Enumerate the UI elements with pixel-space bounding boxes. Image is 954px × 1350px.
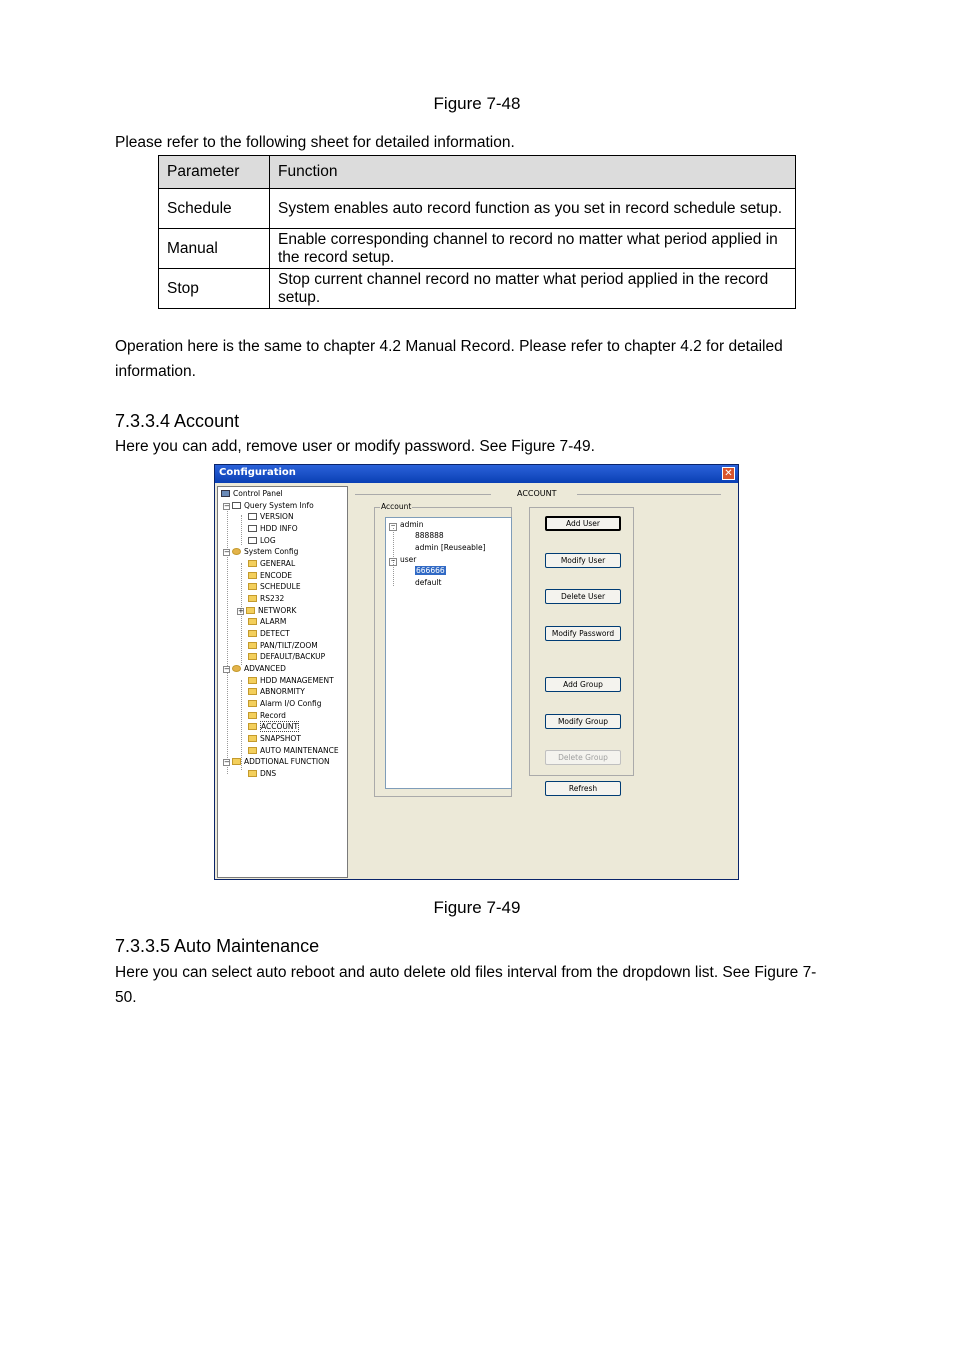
table-row: [159, 269, 796, 309]
table-row: [159, 229, 796, 269]
section-heading-account: 7.3.3.4 Account: [115, 411, 240, 431]
tree-item-account[interactable]: ACCOUNT: [248, 721, 299, 732]
folder-icon: [248, 747, 257, 754]
folder-icon: [248, 642, 257, 649]
tree-item-encode[interactable]: ENCODE: [248, 570, 292, 581]
tree-item-query-system-info[interactable]: − Query System Info: [224, 501, 314, 510]
folder-icon: [248, 735, 257, 742]
table-header-row: [159, 156, 796, 189]
modify-password-button[interactable]: Modify Password: [545, 626, 621, 641]
account-panel: [349, 486, 737, 878]
header-function: Function: [270, 156, 796, 189]
folder-icon: [248, 653, 257, 660]
tree-item-schedule[interactable]: SCHEDULE: [248, 581, 301, 592]
document-icon: [248, 537, 257, 544]
function-cell: Enable corresponding channel to record no matter what period applied in the record setup.: [270, 229, 796, 269]
folder-icon: [248, 688, 257, 695]
account-user[interactable]: admin [Reuseable]: [415, 543, 486, 552]
folder-icon: [248, 677, 257, 684]
panel-title: ACCOUNT: [513, 489, 561, 498]
folder-icon: [246, 607, 255, 614]
figure-caption-7-49: Figure 7-49: [433, 898, 521, 917]
tree-item-default-backup[interactable]: DEFAULT/BACKUP: [248, 651, 325, 662]
modify-group-button[interactable]: Modify Group: [545, 714, 621, 729]
account-group-admin[interactable]: − admin: [390, 520, 424, 529]
header-parameter: Parameter: [159, 156, 270, 189]
document-icon: [248, 525, 257, 532]
tree-item-general[interactable]: GENERAL: [248, 558, 295, 569]
tree-item-snapshot[interactable]: SNAPSHOT: [248, 733, 301, 744]
computer-icon: [221, 490, 230, 497]
tree-item-rs232[interactable]: RS232: [248, 593, 284, 604]
auto-maintenance-description: Here you can select auto reboot and auto delete old files interval from the dropdown list. See Figure 7-50.: [115, 964, 817, 1006]
section-heading-auto-maintenance: 7.3.3.5 Auto Maintenance: [115, 936, 320, 956]
delete-user-button[interactable]: Delete User: [545, 589, 621, 604]
folder-icon: [248, 712, 257, 719]
tree-item-record[interactable]: Record: [248, 710, 286, 721]
tree-item-network[interactable]: + NETWORK: [238, 606, 297, 615]
tree-item-alarm-io-config[interactable]: Alarm I/O Config: [248, 698, 322, 709]
folder-icon: [248, 572, 257, 579]
account-user[interactable]: default: [415, 578, 442, 587]
configuration-window: [214, 464, 739, 880]
window-titlebar: [215, 465, 738, 483]
add-user-button[interactable]: Add User: [545, 516, 621, 531]
parameter-table: [158, 155, 796, 309]
folder-icon: [248, 700, 257, 707]
account-groupbox: [374, 502, 512, 797]
document-icon: [232, 502, 241, 509]
account-tree[interactable]: [385, 517, 512, 789]
folder-icon: [248, 770, 257, 777]
folder-icon: [248, 595, 257, 602]
tree-item-auto-maintenance[interactable]: AUTO MAINTENANCE: [248, 745, 339, 756]
close-icon[interactable]: ✕: [722, 467, 735, 480]
tree-item-system-config[interactable]: − System Config: [224, 547, 299, 556]
tree-item-version[interactable]: VERSION: [248, 511, 294, 522]
collapse-icon[interactable]: −: [224, 665, 230, 673]
window-title: Configuration: [219, 467, 296, 478]
figure-caption-7-48: Figure 7-48: [433, 94, 521, 113]
button-groupbox: [529, 507, 634, 776]
tree-item-advanced[interactable]: − ADVANCED: [224, 664, 286, 673]
folder-icon: [248, 560, 257, 567]
folder-open-icon: [248, 723, 257, 730]
config-icon: [232, 548, 241, 555]
expand-icon[interactable]: +: [238, 607, 244, 615]
delete-group-button: Delete Group: [545, 750, 621, 765]
tree-item-dns[interactable]: DNS: [248, 768, 276, 779]
collapse-icon[interactable]: −: [224, 758, 230, 766]
tree-item-additional-function[interactable]: − ADDTIONAL FUNCTION: [224, 757, 330, 766]
folder-icon: [248, 630, 257, 637]
tree-item-log[interactable]: LOG: [248, 535, 276, 546]
table-row: [159, 189, 796, 229]
tree-item-alarm[interactable]: ALARM: [248, 616, 286, 627]
collapse-icon[interactable]: −: [224, 548, 230, 556]
collapse-icon[interactable]: −: [390, 522, 396, 529]
account-user[interactable]: 888888: [415, 531, 444, 540]
folder-icon: [248, 618, 257, 625]
param-cell: Schedule: [159, 189, 270, 229]
function-cell: System enables auto record function as you set in record schedule setup.: [270, 189, 796, 229]
param-cell: Stop: [159, 269, 270, 309]
folder-icon: [248, 583, 257, 590]
account-user-selected[interactable]: 666666: [416, 566, 445, 575]
document-icon: [248, 513, 257, 520]
tree-item-hdd-management[interactable]: HDD MANAGEMENT: [248, 675, 334, 686]
account-description: Here you can add, remove user or modify password. See Figure 7-49.: [115, 438, 595, 455]
folder-icon: [232, 758, 241, 765]
collapse-icon[interactable]: −: [390, 557, 396, 564]
tree-item-detect[interactable]: DETECT: [248, 628, 290, 639]
function-cell: Stop current channel record no matter what period applied in the record setup.: [270, 269, 796, 309]
collapse-icon[interactable]: −: [224, 502, 230, 510]
refresh-button[interactable]: Refresh: [545, 781, 621, 796]
param-cell: Manual: [159, 229, 270, 269]
account-group-label: Account: [381, 502, 412, 511]
navigation-tree: [217, 486, 348, 878]
tree-item-abnormity[interactable]: ABNORMITY: [248, 686, 305, 697]
tree-item-pan-tilt-zoom[interactable]: PAN/TILT/ZOOM: [248, 640, 318, 651]
modify-user-button[interactable]: Modify User: [545, 553, 621, 568]
intro-text: Please refer to the following sheet for detailed information.: [115, 134, 515, 151]
tree-item-hdd-info[interactable]: HDD INFO: [248, 523, 298, 534]
operation-text: Operation here is the same to chapter 4.2 Manual Record. Please refer to chapter 4.2 for detailed information.: [115, 338, 783, 380]
tree-item-control-panel[interactable]: Control Panel: [221, 488, 283, 499]
account-group-user[interactable]: − user: [390, 555, 417, 564]
add-group-button[interactable]: Add Group: [545, 677, 621, 692]
advanced-icon: [232, 665, 241, 672]
